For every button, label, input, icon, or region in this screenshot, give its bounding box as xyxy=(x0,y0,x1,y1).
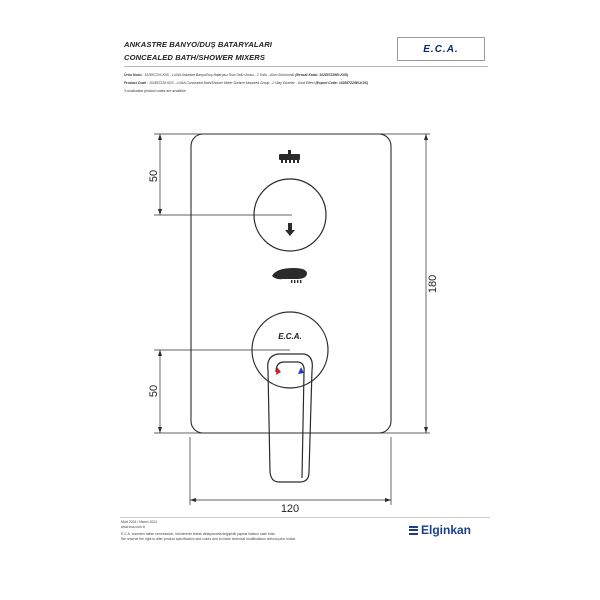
eca-logo-text: E.C.A. xyxy=(423,43,459,55)
elginkan-logo-icon xyxy=(409,526,418,535)
product-code-label-tr: Ürün Kodu xyxy=(124,73,142,77)
product-code-label-en: Product Code xyxy=(124,81,147,85)
shower-head-icon xyxy=(279,150,300,163)
cold-indicator-icon xyxy=(298,367,304,374)
footer-note-en: We reserve the right to alter product specification and colors and to make technical modifications without prior notice. xyxy=(121,537,297,541)
dim-label-bottom-left: 50 xyxy=(148,384,160,398)
footer-website[interactable]: www.eca.com.tr xyxy=(121,525,145,529)
dim-label-right: 180 xyxy=(427,274,439,294)
hand-shower-icon xyxy=(272,268,307,283)
lever-outer xyxy=(268,354,313,482)
product-code-text-en: : 102857226-K0S - LUNA Concealed Bath/Shower Mixer Surface Mounted Group - 2 Way Diverter - Gold Effect xyxy=(147,81,315,85)
dim-label-bottom: 120 xyxy=(280,503,300,515)
footer-date: Mart 2024 / March 2024 xyxy=(121,520,157,524)
lever-inner xyxy=(276,362,304,478)
elginkan-brand-text: Elginkan xyxy=(421,523,472,537)
dimension-lines xyxy=(154,134,430,505)
title-tr: ANKASTRE BANYO/DUŞ BATARYALARI xyxy=(124,40,272,49)
localisation-note: *Localisation product codes are available. xyxy=(124,89,187,93)
export-code-en: (Export Code: 102857226EI-K0S) xyxy=(315,81,368,85)
elginkan-logo xyxy=(409,523,471,537)
dimension-arrows xyxy=(158,134,428,502)
export-code-tr: (İhracat Kodu: 102857226EI-K0S) xyxy=(295,73,349,77)
footer-note-tr: E.C.A. önceden haber vermeksizin, ürünlerinde teknik detaylarında değişiklik yapma hakkını saklı tutar. xyxy=(121,532,276,536)
footer-divider xyxy=(120,517,490,518)
product-code-text-tr: : 102857226-K0S - LUNA Ankastre Banyo/Duş Bataryası Sıva Üstü Grubu - 2 Yollu - Altın Görünümlü xyxy=(142,73,295,77)
title-en: CONCEALED BATH/SHOWER MIXERS xyxy=(124,53,266,62)
handle-logo: E.C.A. xyxy=(278,332,302,341)
dim-label-top-left: 50 xyxy=(148,169,160,183)
arrow-down-icon xyxy=(285,223,295,236)
